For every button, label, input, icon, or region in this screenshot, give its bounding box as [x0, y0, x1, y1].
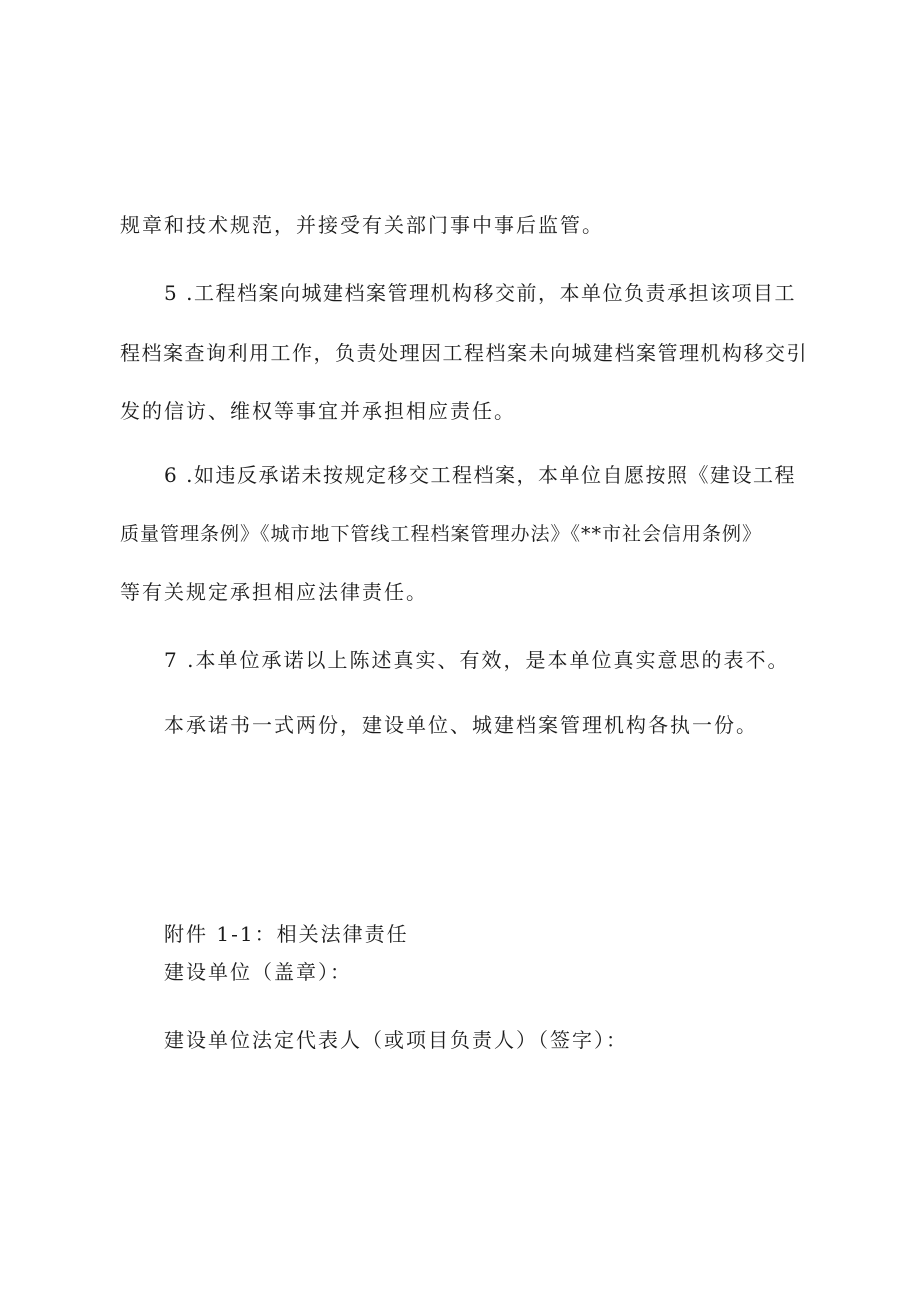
attachment-label: 附件 1-1：相关法律责任	[164, 922, 409, 946]
paragraph-6-line-2: 质量管理条例》《城市地下管线工程档案管理办法》《**市社会信用条例》	[120, 523, 763, 545]
paragraph-5-line-2: 程档案查询利用工作，负责处理因工程档案未向城建档案管理机构移交引	[120, 341, 808, 365]
copies-statement: 本承诺书一式两份，建设单位、城建档案管理机构各执一份。	[164, 713, 758, 737]
seal-label: 建设单位（盖章）：	[164, 960, 352, 984]
paragraph-5-line-1: 5 .工程档案向城建档案管理机构移交前，本单位负责承担该项目工	[164, 281, 796, 305]
paragraph-6-line-3: 等有关规定承担相应法律责任。	[120, 580, 428, 604]
paragraph-6-line-1: 6 .如违反承诺未按规定移交工程档案，本单位自愿按照《建设工程	[164, 463, 796, 487]
paragraph-7-line-1: 7 .本单位承诺以上陈述真实、有效，是本单位真实意思的表不。	[164, 648, 790, 672]
signature-label: 建设单位法定代表人（或项目负责人）（签字）：	[164, 1028, 628, 1052]
paragraph-5-line-3: 发的信访、维权等事宜并承担相应责任。	[120, 399, 516, 423]
paragraph-4-line-1: 规章和技术规范，并接受有关部门事中事后监管。	[120, 213, 604, 237]
